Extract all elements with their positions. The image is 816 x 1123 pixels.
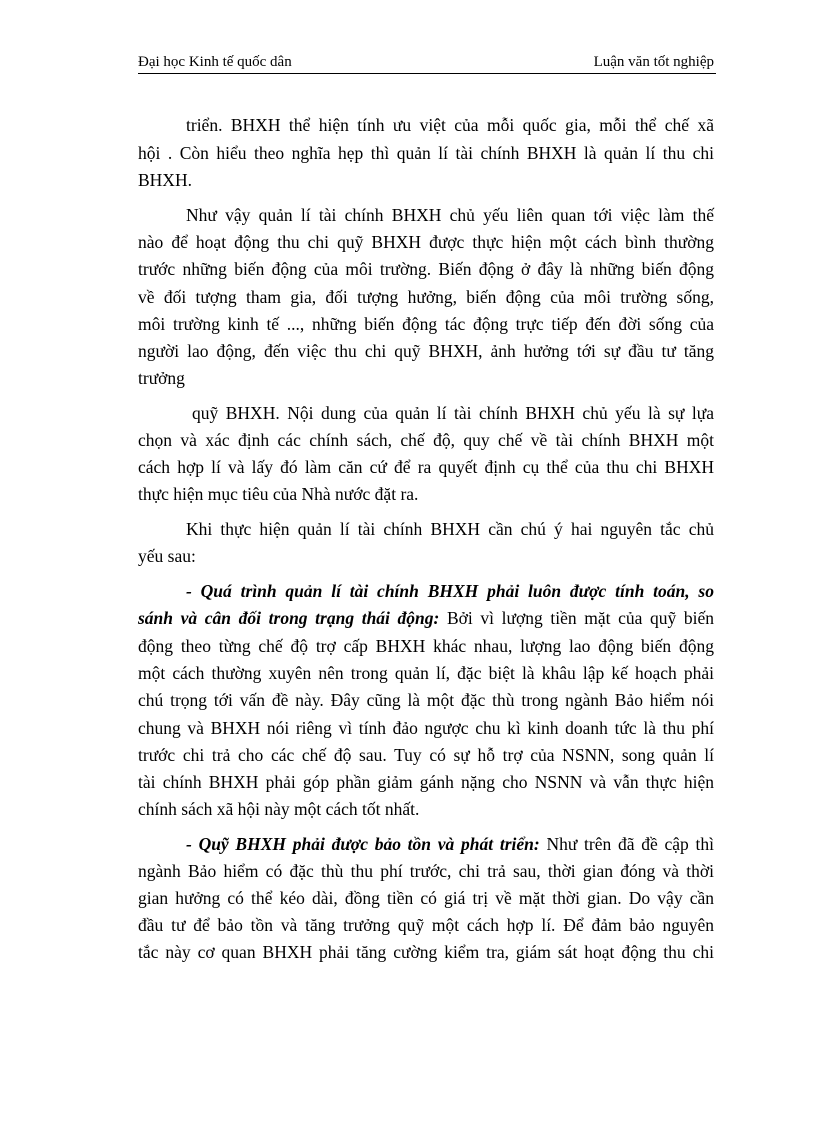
body-line: chú trọng tới vấn đề này. Đây cũng là một đặc thù trong ngành Bảo hiểm nói	[138, 690, 714, 710]
header-rule	[138, 73, 716, 74]
body-text: Bởi vì lượng tiền mặt của quỹ biến	[439, 608, 714, 628]
body-line: người lao động, đến việc thu chi quỹ BHXH, ảnh hưởng tới sự đầu tư tăng	[138, 341, 714, 361]
body-line: trưởng	[138, 368, 185, 388]
body-line: động theo từng chế độ trợ cấp BHXH khác nhau, lượng lao động biến động	[138, 636, 714, 656]
principle-heading: sánh và cân đối trong trạng thái động:	[138, 608, 440, 628]
body-line: chọn và xác định các chính sách, chế độ, quy chế về tài chính BHXH một	[138, 430, 714, 450]
body-line: Khi thực hiện quản lí tài chính BHXH cần chú ý hai nguyên tắc chủ	[186, 519, 714, 539]
body-line: hội . Còn hiểu theo nghĩa hẹp thì quản lí tài chính BHXH là quản lí thu chi	[138, 143, 714, 163]
principle-heading: - Quỹ BHXH phải được bảo tồn và phát triển:	[186, 834, 540, 854]
body-line: quỹ BHXH. Nội dung của quản lí tài chính BHXH chủ yếu là sự lựa	[192, 403, 714, 423]
body-line: triển. BHXH thể hiện tính ưu việt của mỗi quốc gia, mỗi thể chế xã	[186, 115, 714, 135]
body-line: thực hiện mục tiêu của Nhà nước đặt ra.	[138, 484, 419, 504]
body-line: Như vậy quản lí tài chính BHXH chủ yếu liên quan tới việc làm thế	[186, 205, 714, 225]
body-line: yếu sau:	[138, 546, 196, 566]
body-line	[138, 608, 714, 628]
body-line: một cách thường xuyên nên trong quản lí, đặc biệt là khâu lập kế hoạch phải	[138, 663, 714, 683]
body-line: tài chính BHXH phải góp phần giảm gánh nặng cho NSNN và vẫn thực hiện	[138, 772, 714, 792]
body-text: Như trên đã đề cập thì	[539, 834, 715, 854]
header-document-type: Luận văn tốt nghiệp	[593, 54, 714, 70]
principle-heading: - Quá trình quản lí tài chính BHXH phải luôn được tính toán, so	[186, 581, 714, 601]
body-line: trước chi trả cho các chế độ sau. Tuy có sự hỗ trợ của NSNN, song quản lí	[138, 745, 714, 765]
body-line	[186, 834, 714, 854]
body-line: cách hợp lí và lấy đó làm căn cứ để ra quyết định cụ thể của thu chi BHXH	[138, 457, 714, 477]
body-line: môi trường kinh tế ..., những biến động tác động trực tiếp đến đời sống của	[138, 314, 714, 334]
body-line: đầu tư để bảo tồn và tăng trưởng quỹ một cách hợp lí. Để đảm bảo nguyên	[138, 915, 714, 935]
body-line: tắc này cơ quan BHXH phải tăng cường kiểm tra, giám sát hoạt động thu chi	[138, 942, 714, 962]
body-line: nào để hoạt động thu chi quỹ BHXH được thực hiện một cách bình thường	[138, 232, 714, 252]
body-line: về đối tượng tham gia, đối tượng hưởng, biến động của môi trường sống,	[138, 287, 714, 307]
header-institution: Đại học Kinh tế quốc dân	[138, 54, 292, 70]
running-header	[138, 54, 714, 72]
body-line: BHXH.	[138, 170, 192, 190]
body-line: trước những biến động của môi trường. Biến động ở đây là những biến động	[138, 259, 714, 279]
body-line: chung và BHXH nói riêng vì tính đảo ngược chu kì kinh doanh tức là thu phí	[138, 718, 714, 738]
body-line: chính sách xã hội này một cách tốt nhất.	[138, 799, 420, 819]
body-line: ngành Bảo hiểm có đặc thù thu phí trước, chi trả sau, thời gian đóng và thời	[138, 861, 714, 881]
body-line: gian hưởng có thể kéo dài, đồng tiền có giá trị về mặt thời gian. Do vậy cần	[138, 888, 714, 908]
